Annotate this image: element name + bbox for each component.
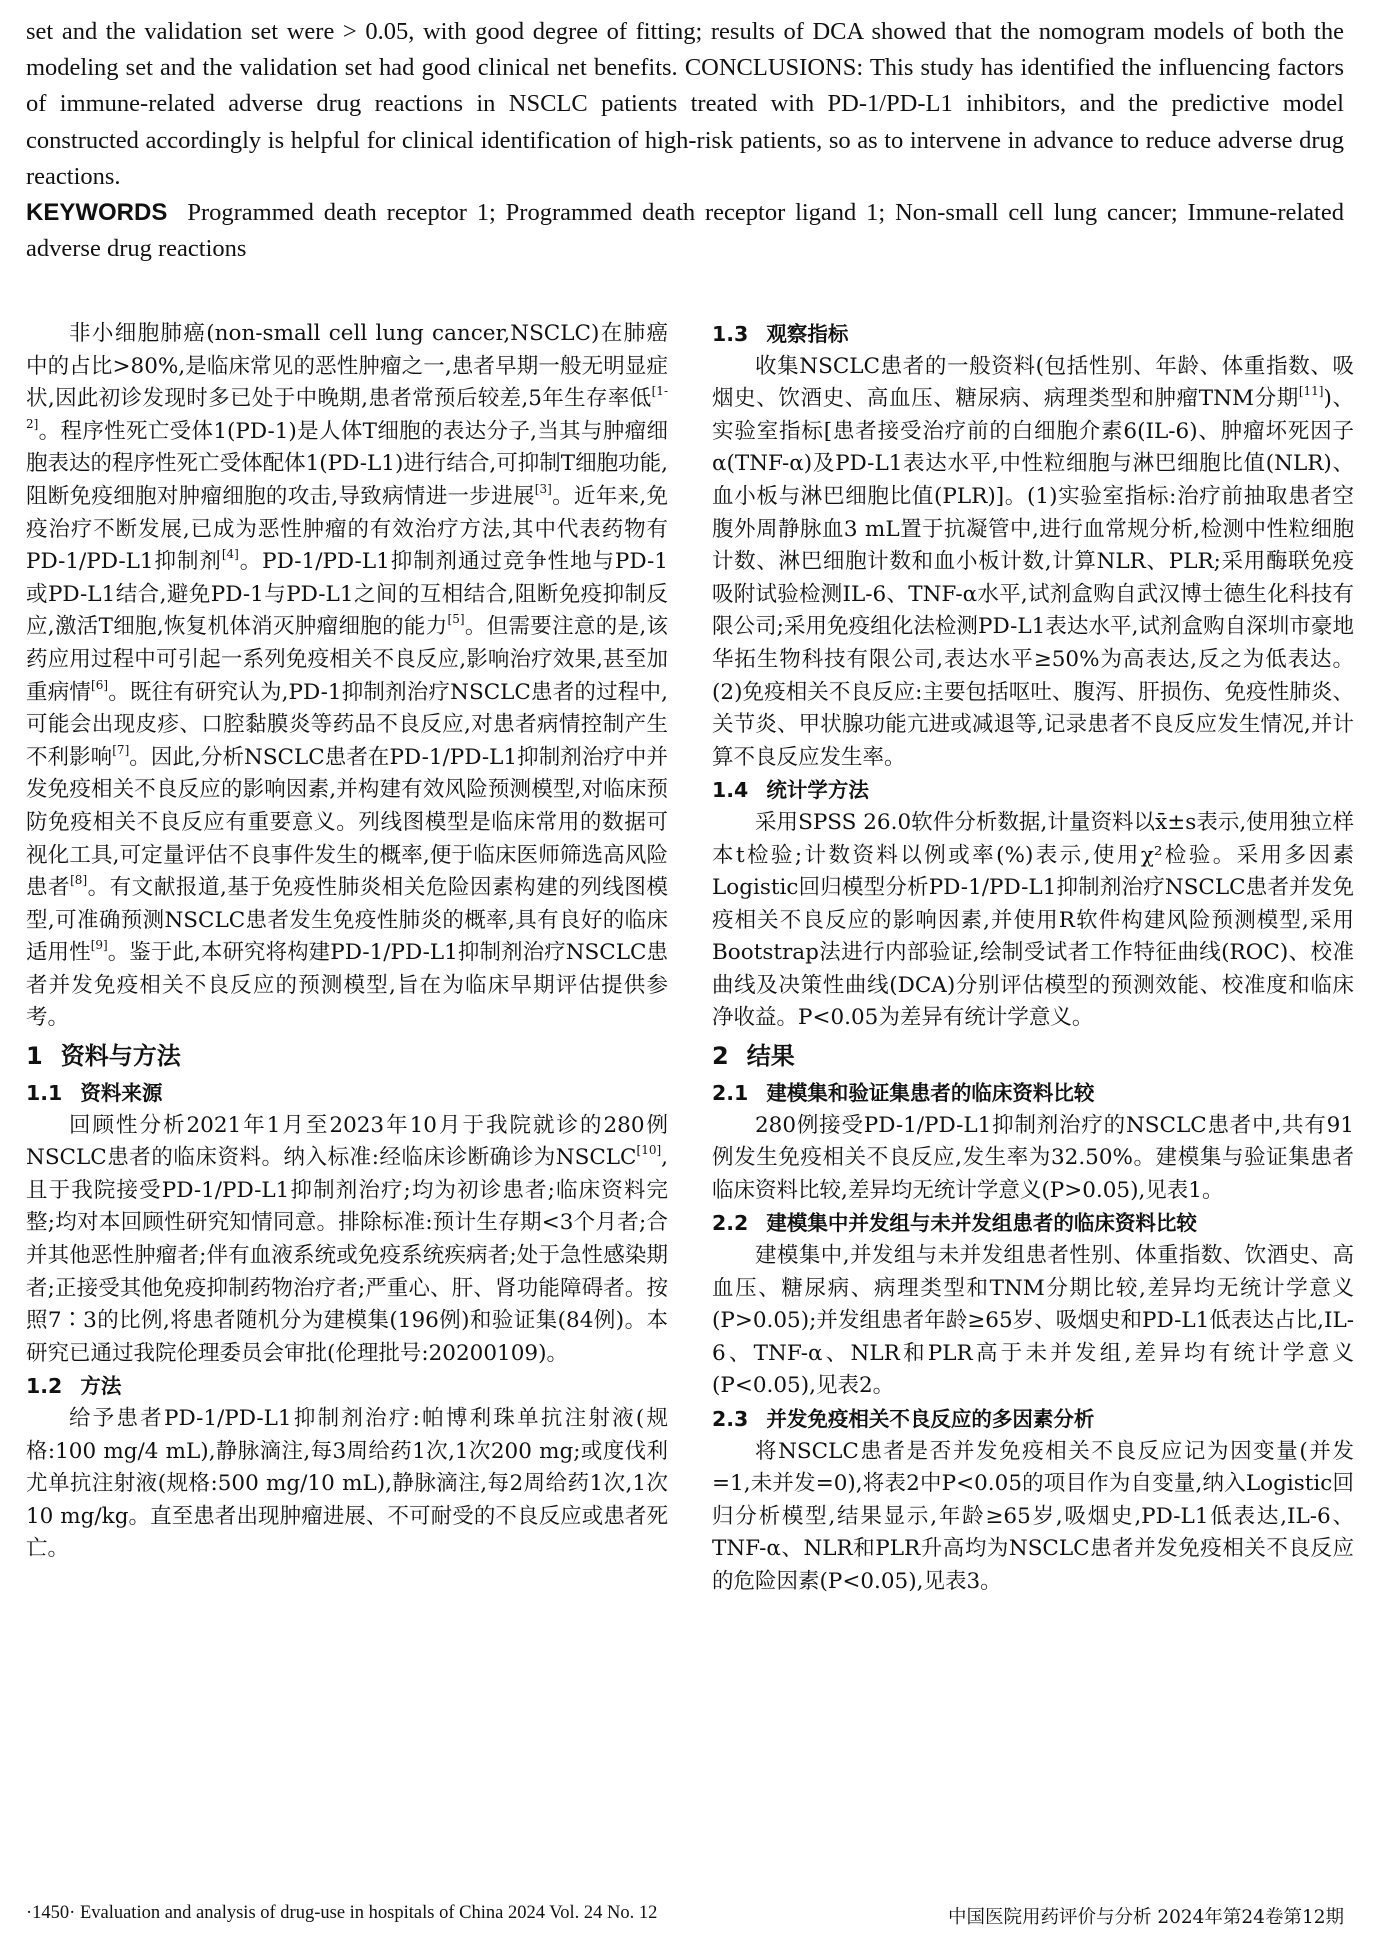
results-2-2-paragraph: 建模集中,并发组与未并发组患者性别、体重指数、饮酒史、高血压、糖尿病、病理类型和TNM分期比较,差异均无统计学意义(P>0.05);并发组患者年龄≥65岁、吸烟史和PD-L1低表达占比,IL-6、TNF-α、NLR和PLR高于未并发组,差异均有统计学意义(P<0.05),见表2。 [712, 1243, 1354, 1399]
left-column [26, 318, 668, 1566]
section-heading-1-1: 1.1 资料来源 [26, 1081, 163, 1106]
keywords-label: KEYWORDS [26, 199, 168, 227]
section-heading-2-1: 2.1 建模集和验证集患者的临床资料比较 [712, 1081, 1095, 1106]
results-2-3-paragraph: 将NSCLC患者是否并发免疫相关不良反应记为因变量(并发=1,未并发=0),将表2中P<0.05的项目作为自变量,纳入Logistic回归分析模型,结果显示,年龄≥65岁,吸烟史,PD-L1低表达,IL-6、TNF-α、NLR和PLR升高均为NSCLC患者并发免疫相关不良反应的危险因素(P<0.05),见表3。 [712, 1438, 1354, 1594]
citation: [3] [534, 481, 552, 496]
citation: [10] [636, 1143, 662, 1158]
data-source-paragraph: 回顾性分析2021年1月至2023年10月于我院就诊的280例NSCLC患者的临床资料。纳入标准:经临床诊断确诊为NSCLC[10],且于我院接受PD-1/PD-L1抑制剂治疗;均为初诊患者;临床资料完整;均对本回顾性研究知情同意。排除标准:预计生存期<3个月者;合并其他恶性肿瘤者;伴有血液系统或免疫系统疾病者;处于急性感染期者;正接受其他免疫抑制药物治疗者;严重心、肝、肾功能障碍者。按照7∶3的比例,将患者随机分为建模集(196例)和验证集(84例)。本研究已通过我院伦理委员会审批(伦理批号:20200109)。 [26, 1112, 668, 1366]
section-heading-1-3: 1.3 观察指标 [712, 322, 849, 346]
citation: [11] [1298, 384, 1324, 399]
keywords-line [26, 195, 1344, 267]
abstract-text: set and the validation set were > 0.05, with good degree of fitting; results of DCA showed that the nomogram models of both the modeling set and the validation set had good clinical net benefits. CONCLUSIONS: This study has identified the influencing factors of immune-related adverse drug reactions in NSCLC patients treated with PD-1/PD-L1 inhibitors, and the predictive model constructed accordingly is helpful for clinical identification of high-risk patients, so as to intervene in advance to reduce adverse drug reactions. [26, 18, 1344, 190]
section-heading-1: 1 资料与方法 [26, 1042, 181, 1071]
citation: [6] [91, 677, 109, 692]
keywords-text: Programmed death receptor 1; Programmed death receptor ligand 1; Non-small cell lung cancer; Immune-related adverse drug reactions [26, 199, 1344, 263]
indicators-paragraph: 收集NSCLC患者的一般资料(包括性别、年龄、体重指数、吸烟史、饮酒史、高血压、糖尿病、病理类型和肿瘤TNM分期[11])、实验室指标[患者接受治疗前的白细胞介素6(IL-6)、肿瘤坏死因子α(TNF-α)及PD-L1表达水平,中性粒细胞与淋巴细胞比值(NLR)、血小板与淋巴细胞比值(PLR)]。(1)实验室指标:治疗前抽取患者空腹外周静脉血3 mL置于抗凝管中,进行血常规分析,检测中性粒细胞计数、淋巴细胞计数和血小板计数,计算NLR、PLR;采用酶联免疫吸附试验检测IL-6、TNF-α水平,试剂盒购自武汉博士德生化科技有限公司;采用免疫组化法检测PD-L1表达水平,试剂盒购自深圳市豪地华拓生物科技有限公司,表达水平≥50%为高表达,反之为低表达。(2)免疫相关不良反应:主要包括呕吐、腹泻、肝损伤、免疫性肺炎、关节炎、甲状腺功能亢进或减退等,记录患者不良反应发生情况,并计算不良反应发生率。 [712, 353, 1354, 770]
statistics-paragraph: 采用SPSS 26.0软件分析数据,计量资料以x̄±s表示,使用独立样本t检验;计数资料以例或率(%)表示,使用χ²检验。采用多因素Logistic回归模型分析PD-1/PD-L1抑制剂治疗NSCLC患者并发免疫相关不良反应的影响因素,并使用R软件构建风险预测模型,采用Bootstrap法进行内部验证,绘制受试者工作特征曲线(ROC)、校准曲线及决策性曲线(DCA)分别评估模型的预测效能、校准度和临床净收益。P<0.05为差异有统计学意义。 [712, 809, 1354, 1031]
section-heading-2-2: 2.2 建模集中并发组与未并发组患者的临床资料比较 [712, 1211, 1197, 1236]
citation: [1-2] [26, 384, 668, 431]
section-heading-1-2: 1.2 方法 [26, 1374, 122, 1399]
methods-paragraph: 给予患者PD-1/PD-L1抑制剂治疗:帕博利珠单抗注射液(规格:100 mg/4 mL),静脉滴注,每3周给药1次,1次200 mg;或度伐利尤单抗注射液(规格:500 mg/10 mL),静脉滴注,每2周给药1次,1次10 mg/kg。直至患者出现肿瘤进展、不可耐受的不良反应或患者死亡。 [26, 1406, 668, 1562]
footer-right: 中国医院用药评价与分析 2024年第24卷第12期 [947, 1907, 1344, 1928]
footer-left: ·1450· Evaluation and analysis of drug-use in hospitals of China 2024 Vol. 24 No. 12 [26, 1903, 658, 1923]
page-footer [26, 1903, 1344, 1929]
citation: [7] [112, 742, 130, 757]
section-heading-2-3: 2.3 并发免疫相关不良反应的多因素分析 [712, 1407, 1095, 1431]
results-2-1-paragraph: 280例接受PD-1/PD-L1抑制剂治疗的NSCLC患者中,共有91例发生免疫相关不良反应,发生率为32.50%。建模集与验证集患者临床资料比较,差异均无统计学意义(P>0.05),见表1。 [712, 1112, 1354, 1203]
right-column [712, 318, 1354, 1599]
citation: [8] [70, 873, 88, 888]
citation: [4] [221, 547, 239, 562]
section-heading-1-4: 1.4 统计学方法 [712, 778, 869, 803]
intro-paragraph: 非小细胞肺癌(non-small cell lung cancer,NSCLC)在肺癌中的占比>80%,是临床常见的恶性肿瘤之一,患者早期一般无明显症状,因此初诊发现时多已处于中晚期,患者常预后较差,5年生存率低[1-2]。程序性死亡受体1(PD-1)是人体T细胞的表达分子,当其与肿瘤细胞表达的程序性死亡受体配体1(PD-L1)进行结合,可抑制T细胞功能,阻断免疫细胞对肿瘤细胞的攻击,导致病情进一步进展[3]。近年来,免疫治疗不断发展,已成为恶性肿瘤的有效治疗方法,其中代表药物有PD-1/PD-L1抑制剂[4]。PD-1/PD-L1抑制剂通过竞争性地与PD-1或PD-L1结合,避免PD-1与PD-L1之间的互相结合,阻断免疫抑制反应,激活T细胞,恢复机体消灭肿瘤细胞的能力[5]。但需要注意的是,该药应用过程中可引起一系列免疫相关不良反应,影响治疗效果,甚至加重病情[6]。既往有研究认为,PD-1抑制剂治疗NSCLC患者的过程中,可能会出现皮疹、口腔黏膜炎等药品不良反应,对患者病情控制产生不利影响[7]。因此,分析NSCLC患者在PD-1/PD-L1抑制剂治疗中并发免疫相关不良反应的影响因素,并构建有效风险预测模型,对临床预防免疫相关不良反应有重要意义。列线图模型是临床常用的数据可视化工具,可定量评估不良事件发生的概率,便于临床医师筛选高风险患者[8]。有文献报道,基于免疫性肺炎相关危险因素构建的列线图模型,可准确预测NSCLC患者发生免疫性肺炎的概率,具有良好的临床适用性[9]。鉴于此,本研究将构建PD-1/PD-L1抑制剂治疗NSCLC患者并发免疫相关不良反应的预测模型,旨在为临床早期评估提供参考。 [26, 321, 668, 1031]
citation: [9] [90, 938, 108, 953]
abstract-block [26, 14, 1344, 267]
citation: [5] [447, 612, 465, 627]
section-heading-2: 2 结果 [712, 1042, 795, 1071]
